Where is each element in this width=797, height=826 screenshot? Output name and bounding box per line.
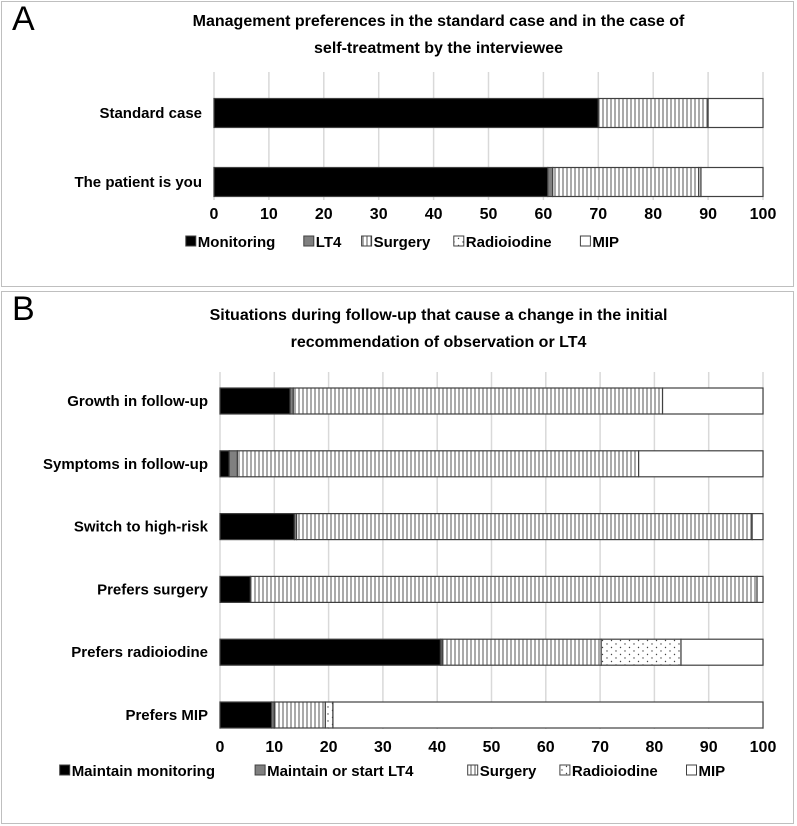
bar-segment-mip [639,451,763,477]
legend-label: Surgery [479,763,537,780]
category-label: The patient is you [74,174,202,191]
bar-segment-surgery [598,99,708,128]
legend-label: MIP [698,763,726,780]
legend-swatch [362,236,372,246]
bar-segment-maintain-monitoring [220,639,440,665]
bar-segment-maintain-monitoring [220,388,290,414]
x-tick-label: 70 [591,739,609,756]
x-tick-label: 80 [644,206,663,223]
x-tick-label: 60 [534,206,553,223]
legend-swatch [560,765,570,775]
bar-segment-surgery [237,451,638,477]
legend-label: Maintain or start LT4 [267,763,414,780]
x-tick-label: 10 [265,739,284,756]
category-label: Symptoms in follow-up [43,455,208,473]
bar-segment-mip [757,576,763,602]
category-label: Prefers surgery [97,581,208,599]
bar-segment-monitoring [214,168,548,197]
panel-b [1,291,794,824]
legend-swatch [580,236,590,246]
category-label: Growth in follow-up [67,393,208,410]
bar-segment-maintain-or-start-lt4 [229,451,237,477]
bar-segment-maintain-monitoring [220,514,294,540]
x-tick-label: 20 [319,739,338,756]
x-tick-label: 30 [369,206,388,223]
x-tick-label: 100 [749,739,777,756]
legend-swatch [186,236,196,246]
bar-segment-monitoring [214,99,598,128]
x-tick-label: 40 [428,739,447,756]
legend-swatch [687,765,697,775]
legend-label: Monitoring [197,234,276,251]
legend-label: LT4 [315,234,342,251]
bar-segment-mip [752,514,763,540]
legend-label: Radioiodine [465,234,552,251]
x-tick-label: 10 [260,206,278,223]
chart-title-line: Situations during follow-up that cause a change in the initial [209,307,668,324]
bar-segment-maintain-monitoring [220,702,272,728]
x-tick-label: 30 [374,739,392,756]
bar-segment-maintain-monitoring [220,576,250,602]
bar-segment-lt4 [548,168,553,197]
category-label: Switch to high-risk [73,518,208,536]
x-tick-label: 50 [479,206,498,223]
bar-segment-mip [708,99,763,128]
x-tick-label: 20 [314,206,333,223]
chart-title-line: self-treatment by the interviewee [314,40,563,57]
x-tick-label: 60 [536,739,555,756]
legend-label: MIP [592,234,620,251]
chart-title-line: Management preferences in the standard case and in the case of [192,13,685,30]
category-label: Prefers radioiodine [71,644,208,662]
legend-label: Surgery [373,234,431,251]
legend-label: Radioiodine [571,763,658,780]
x-tick-label: 40 [424,206,443,223]
x-tick-label: 90 [699,739,718,756]
bar-segment-maintain-monitoring [220,451,229,477]
bar-segment-mip [701,168,763,197]
chart-a [2,2,795,288]
panel-letter: B [12,290,35,328]
chart-title-line: recommendation of observation or LT4 [290,334,587,351]
category-label: Standard case [99,105,202,122]
bar-segment-mip [333,702,763,728]
legend-swatch [60,765,70,775]
panel-a [1,1,794,287]
bar-segment-radioiodine [325,702,333,728]
category-label: Prefers MIP [125,707,208,724]
bar-segment-surgery [297,514,753,540]
legend-swatch [468,765,478,775]
bar-segment-radioiodine [601,639,681,665]
bar-segment-mip [681,639,763,665]
bar-segment-surgery [250,576,757,602]
bar-segment-surgery [293,388,662,414]
x-tick-label: 70 [589,206,608,223]
legend-swatch [304,236,314,246]
chart-b [2,292,795,825]
x-tick-label: 0 [215,739,225,756]
x-tick-label: 90 [699,206,717,223]
bar-segment-surgery [442,639,601,665]
legend-swatch [255,765,265,775]
x-tick-label: 80 [645,739,664,756]
legend-label: Maintain monitoring [71,763,216,780]
panel-letter: A [12,0,35,38]
bar-segment-surgery [274,702,325,728]
x-tick-label: 100 [749,206,777,223]
bar-segment-mip [663,388,763,414]
legend-swatch [454,236,464,246]
x-tick-label: 0 [209,206,219,223]
x-tick-label: 50 [482,739,501,756]
bar-segment-surgery [553,168,699,197]
